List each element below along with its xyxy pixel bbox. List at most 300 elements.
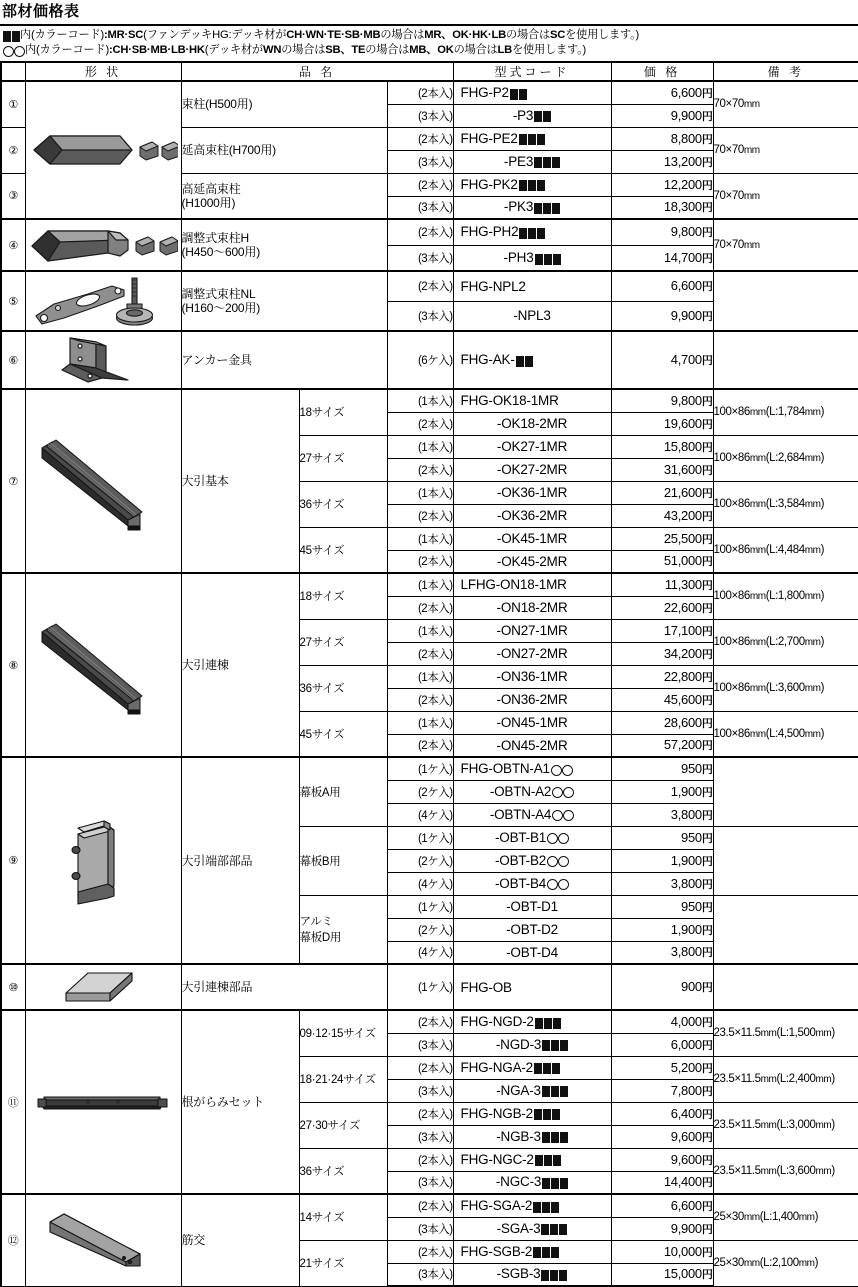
quantity-cell: (2ケ入): [387, 849, 453, 872]
price-cell: 6,000円: [611, 1033, 713, 1056]
model-code-cell: -NGD-3: [453, 1033, 611, 1056]
model-code-cell: FHG-AK-: [453, 331, 611, 389]
model-code-cell: -OK18-2MR: [453, 412, 611, 435]
product-name-cell: [181, 219, 387, 271]
model-code-cell: -OBT-D4: [453, 941, 611, 964]
size-cell: [299, 1056, 387, 1102]
price-cell: 51,000円: [611, 550, 713, 573]
size-line: 36サイズ: [299, 499, 345, 511]
model-code-cell: FHG-SGB-2: [453, 1240, 611, 1263]
model-code-cell: FHG-PE2: [453, 127, 611, 150]
remark-cell: 100×86mm(L:1,800mm): [713, 573, 858, 619]
remark-cell: 23.5×11.5mm(L:1,500mm): [713, 1010, 858, 1056]
size-line: 18·21·24サイズ: [299, 1074, 376, 1086]
model-code-cell: FHG-NGD-2: [453, 1010, 611, 1033]
remark-cell: 100×86mm(L:3,584mm): [713, 481, 858, 527]
price-cell: 17,100円: [611, 619, 713, 642]
quantity-cell: (3本入): [387, 245, 453, 271]
price-cell: 10,000円: [611, 1240, 713, 1263]
color-code-squares-icon: [534, 200, 560, 215]
product-name-cell: [181, 573, 299, 757]
product-shape-cell: [25, 757, 181, 964]
size-cell: [299, 1102, 387, 1148]
quantity-cell: (1本入): [387, 573, 453, 596]
model-code-cell: -OK45-2MR: [453, 550, 611, 573]
color-code-squares-icon: [535, 1015, 561, 1030]
remark-cell: [713, 331, 858, 389]
page-title: 部材価格表: [2, 3, 80, 20]
price-cell: 21,600円: [611, 481, 713, 504]
product-number: ⑦: [1, 389, 25, 573]
product-name-cell: [181, 173, 387, 219]
quantity-cell: (1本入): [387, 711, 453, 734]
model-code-cell: -NGC-3: [453, 1171, 611, 1194]
color-code-circles-icon: [552, 808, 574, 823]
color-code-circles-icon: [551, 762, 573, 777]
model-code-cell: FHG-SGA-2: [453, 1194, 611, 1217]
price-cell: 950円: [611, 895, 713, 918]
product-number: ⑧: [1, 573, 25, 757]
remark-cell: 100×86mm(L:3,600mm): [713, 665, 858, 711]
model-code-cell: FHG-NGB-2: [453, 1102, 611, 1125]
size-cell: [299, 1194, 387, 1240]
table-row: [1, 271, 858, 301]
remark-cell: 100×86mm(L:4,484mm): [713, 527, 858, 573]
product-shape-cell: [25, 331, 181, 389]
table-row: [1, 1194, 858, 1217]
model-code-cell: -OBT-B4: [453, 872, 611, 895]
price-cell: 6,600円: [611, 81, 713, 104]
color-code-squares-icon: [541, 1222, 567, 1237]
product-name-line: 大引基本: [181, 474, 229, 488]
color-code-circles-icon: [547, 854, 569, 869]
size-cell: [299, 573, 387, 619]
model-code-cell: FHG-NPL2: [453, 271, 611, 301]
color-code-circles-icon: [547, 877, 569, 892]
price-cell: 7,800円: [611, 1079, 713, 1102]
header-no: [1, 62, 25, 81]
model-code-cell: -ON27-2MR: [453, 642, 611, 665]
quantity-cell: (1本入): [387, 665, 453, 688]
price-cell: 4,700円: [611, 331, 713, 389]
color-code-squares-icon: [510, 86, 527, 101]
size-cell: [299, 711, 387, 757]
quantity-cell: (3本入): [387, 1125, 453, 1148]
product-shape-cell: [25, 573, 181, 757]
quantity-cell: (4ケ入): [387, 803, 453, 826]
model-code-cell: -ON27-1MR: [453, 619, 611, 642]
remark-cell: 100×86mm(L:4,500mm): [713, 711, 858, 757]
model-code-cell: -SGB-3: [453, 1263, 611, 1286]
product-number: ④: [1, 219, 25, 271]
size-cell: [299, 389, 387, 435]
quantity-cell: (3本入): [387, 104, 453, 127]
product-name-line: (H1000用): [181, 195, 236, 210]
quantity-cell: (2本入): [387, 458, 453, 481]
color-code-squares-icon: [533, 1199, 559, 1214]
price-cell: 9,800円: [611, 389, 713, 412]
size-cell: [299, 481, 387, 527]
beam-joint-illustration: [48, 965, 158, 1009]
product-number: ①: [1, 81, 25, 127]
quantity-cell: (3本入): [387, 301, 453, 331]
product-name-line: (H160～200用): [181, 301, 261, 315]
product-name-cell: [181, 331, 387, 389]
price-cell: 6,600円: [611, 271, 713, 301]
model-code-cell: -ON45-2MR: [453, 734, 611, 757]
product-shape-cell: [25, 389, 181, 573]
size-line: 27·30サイズ: [299, 1120, 361, 1132]
quantity-cell: (4ケ入): [387, 872, 453, 895]
size-cell: [299, 619, 387, 665]
quantity-cell: (2本入): [387, 1240, 453, 1263]
table-header: [1, 62, 858, 81]
product-number: ⑫: [1, 1194, 25, 1286]
header-price: 価 格: [611, 62, 713, 81]
beam-illustration: [28, 426, 178, 536]
product-number: ⑩: [1, 964, 25, 1010]
model-code-cell: FHG-PK2: [453, 173, 611, 196]
size-line: 18サイズ: [299, 591, 345, 604]
product-name-line: 高延高束柱: [181, 181, 241, 196]
table-row: [1, 81, 858, 104]
product-name-cell: [181, 1194, 299, 1286]
parts-price-table: [0, 61, 858, 1287]
price-cell: 3,800円: [611, 803, 713, 826]
price-cell: 9,900円: [611, 301, 713, 331]
size-line: 18サイズ: [299, 407, 345, 420]
product-name-cell: [181, 271, 387, 331]
price-cell: 34,200円: [611, 642, 713, 665]
remark-cell: 70×70mm: [713, 219, 858, 271]
color-code-squares-icon: [519, 225, 545, 240]
price-cell: 12,200円: [611, 173, 713, 196]
quantity-cell: (2本入): [387, 596, 453, 619]
table-row: [1, 573, 858, 596]
quantity-cell: (3本入): [387, 1033, 453, 1056]
size-line: 09·12·15サイズ: [299, 1028, 376, 1041]
post-illustration: [28, 127, 178, 173]
price-cell: 5,200円: [611, 1056, 713, 1079]
price-cell: 1,900円: [611, 780, 713, 803]
price-cell: 15,000円: [611, 1263, 713, 1286]
quantity-cell: (2本入): [387, 1010, 453, 1033]
color-code-squares-icon: [542, 1038, 568, 1053]
model-code-cell: -OK36-1MR: [453, 481, 611, 504]
note-line-circles: 内(カラーコード):CH·SB·MB·LB·HK(デッキ材がWNの場合はSB、TEの場合はMB、OKの場合はLBを使用します。): [2, 43, 858, 58]
model-code-cell: FHG-NGA-2: [453, 1056, 611, 1079]
price-cell: 3,800円: [611, 872, 713, 895]
product-name-cell: [181, 1010, 299, 1194]
table-row: [1, 389, 858, 412]
remark-cell: 25×30mm(L:1,400mm): [713, 1194, 858, 1240]
beam-end-cap-illustration: [48, 806, 158, 916]
size-cell: [299, 1148, 387, 1194]
table-body: [1, 81, 858, 1286]
product-shape-cell: [25, 1010, 181, 1194]
model-code-cell: -ON45-1MR: [453, 711, 611, 734]
quantity-cell: (1本入): [387, 619, 453, 642]
remark-cell: [713, 271, 858, 331]
price-cell: 31,600円: [611, 458, 713, 481]
quantity-cell: (3本入): [387, 1217, 453, 1240]
color-code-circles-icon: [552, 785, 574, 800]
color-code-squares-icon: [542, 1130, 568, 1145]
quantity-cell: (2本入): [387, 1102, 453, 1125]
quantity-cell: (3本入): [387, 1079, 453, 1102]
remark-cell: 100×86mm(L:2,684mm): [713, 435, 858, 481]
price-cell: 28,600円: [611, 711, 713, 734]
size-cell: [299, 665, 387, 711]
color-code-notes: [0, 28, 858, 61]
size-line: 27サイズ: [299, 453, 345, 465]
size-cell: [299, 527, 387, 573]
note-line-squares: 内(カラーコード):MR·SC(ファンデッキHG:デッキ材がCH·WN·TE·SB·MBの場合はMR、OK·HK·LBの場合はSCを使用します。): [2, 28, 858, 43]
remark-cell: 70×70mm: [713, 127, 858, 173]
quantity-cell: (2本入): [387, 550, 453, 573]
product-name-line: (H450～600用): [181, 245, 261, 259]
model-code-cell: -OBT-D1: [453, 895, 611, 918]
price-cell: 13,200円: [611, 150, 713, 173]
quantity-cell: (2本入): [387, 271, 453, 301]
quantity-cell: (4ケ入): [387, 941, 453, 964]
price-cell: 1,900円: [611, 849, 713, 872]
size-cell: [299, 895, 387, 964]
anchor-bracket-illustration: [48, 332, 158, 388]
product-shape-cell: [25, 219, 181, 271]
price-cell: 57,200円: [611, 734, 713, 757]
quantity-cell: (2本入): [387, 173, 453, 196]
adjustable-post-nl-illustration: [28, 272, 178, 330]
quantity-cell: (2本入): [387, 642, 453, 665]
size-cell: [299, 757, 387, 826]
quantity-cell: (3本入): [387, 1263, 453, 1286]
remark-cell: 23.5×11.5mm(L:3,600mm): [713, 1148, 858, 1194]
price-cell: 22,800円: [611, 665, 713, 688]
model-code-cell: -OBT-D2: [453, 918, 611, 941]
adjustable-post-illustration: [28, 220, 178, 270]
size-line: 14サイズ: [299, 1212, 345, 1225]
ground-brace-illustration: [28, 1084, 178, 1120]
price-cell: 22,600円: [611, 596, 713, 619]
quantity-cell: (3本入): [387, 150, 453, 173]
quantity-cell: (6ケ入): [387, 331, 453, 389]
remark-cell: [713, 826, 858, 895]
quantity-cell: (1本入): [387, 435, 453, 458]
product-name-line: 調整式束柱H: [181, 231, 249, 245]
price-cell: 43,200円: [611, 504, 713, 527]
model-code-cell: -ON36-2MR: [453, 688, 611, 711]
remark-cell: 70×70mm: [713, 81, 858, 127]
model-code-cell: FHG-OBTN-A1: [453, 757, 611, 780]
product-number: ⑥: [1, 331, 25, 389]
header-name: 品 名: [181, 62, 453, 81]
color-code-squares-icon: [534, 1107, 560, 1122]
model-code-cell: FHG-P2: [453, 81, 611, 104]
product-number: ⑤: [1, 271, 25, 331]
model-code-cell: FHG-OB: [453, 964, 611, 1010]
price-cell: 45,600円: [611, 688, 713, 711]
color-code-squares-icon: [534, 109, 551, 124]
price-cell: 3,800円: [611, 941, 713, 964]
remark-cell: 100×86mm(L:1,784mm): [713, 389, 858, 435]
quantity-cell: (2本入): [387, 1148, 453, 1171]
model-code-cell: -ON18-2MR: [453, 596, 611, 619]
size-line: 幕板A用: [299, 786, 341, 799]
quantity-cell: (2本入): [387, 504, 453, 527]
product-number: ⑨: [1, 757, 25, 964]
size-cell: [299, 1240, 387, 1286]
product-number: ③: [1, 173, 25, 219]
quantity-cell: (3本入): [387, 196, 453, 219]
price-cell: 4,000円: [611, 1010, 713, 1033]
quantity-cell: (2本入): [387, 688, 453, 711]
product-name-line: 大引端部部品: [181, 853, 253, 868]
price-cell: 1,900円: [611, 918, 713, 941]
product-shape-cell: [25, 1194, 181, 1286]
price-cell: 9,600円: [611, 1148, 713, 1171]
model-code-cell: -PH3: [453, 245, 611, 271]
color-code-squares-icon: [534, 1061, 560, 1076]
product-name-line: 根がらみセット: [181, 1095, 265, 1109]
quantity-cell: (1本入): [387, 389, 453, 412]
remark-cell: [713, 757, 858, 826]
color-code-squares-icon: [519, 132, 545, 147]
size-line: 36サイズ: [299, 683, 345, 695]
model-code-cell: FHG-PH2: [453, 219, 611, 245]
product-number: ②: [1, 127, 25, 173]
size-line: 幕板B用: [299, 855, 341, 868]
product-number: ⑪: [1, 1010, 25, 1194]
quantity-cell: (1ケ入): [387, 895, 453, 918]
color-code-squares-icon: [535, 1153, 561, 1168]
model-code-cell: LFHG-ON18-1MR: [453, 573, 611, 596]
product-name-line: 束柱(H500用): [181, 97, 253, 112]
quantity-cell: (1本入): [387, 481, 453, 504]
quantity-cell: (2本入): [387, 1194, 453, 1217]
model-code-cell: -OBT-B2: [453, 849, 611, 872]
model-code-cell: FHG-OK18-1MR: [453, 389, 611, 412]
size-line: 45サイズ: [299, 544, 345, 557]
table-row: [1, 331, 858, 389]
header-remark: 備 考: [713, 62, 858, 81]
price-cell: 14,400円: [611, 1171, 713, 1194]
product-name-line: 筋交: [181, 1233, 206, 1248]
product-name-cell: [181, 81, 387, 127]
remark-cell: [713, 895, 858, 964]
quantity-cell: (1ケ入): [387, 826, 453, 849]
quantity-cell: (3本入): [387, 1171, 453, 1194]
quantity-cell: (2本入): [387, 127, 453, 150]
remark-cell: 25×30mm(L:2,100mm): [713, 1240, 858, 1286]
price-cell: 6,400円: [611, 1102, 713, 1125]
open-circles-icon: [3, 44, 25, 58]
size-line: 21サイズ: [299, 1258, 345, 1270]
remark-cell: 100×86mm(L:2,700mm): [713, 619, 858, 665]
price-cell: 9,900円: [611, 104, 713, 127]
product-name-line: 大引連棟部品: [181, 980, 253, 994]
color-code-squares-icon: [542, 1084, 568, 1099]
price-cell: 15,800円: [611, 435, 713, 458]
price-cell: 18,300円: [611, 196, 713, 219]
price-cell: 900円: [611, 964, 713, 1010]
table-row: [1, 1010, 858, 1033]
model-code-cell: -OK27-2MR: [453, 458, 611, 481]
product-shape-cell: [25, 271, 181, 331]
product-name-cell: [181, 757, 299, 964]
quantity-cell: (2ケ入): [387, 780, 453, 803]
price-cell: 14,700円: [611, 245, 713, 271]
filled-squares-icon: [3, 29, 20, 43]
quantity-cell: (2本入): [387, 81, 453, 104]
model-code-cell: -OK45-1MR: [453, 527, 611, 550]
model-code-cell: -PE3: [453, 150, 611, 173]
model-code-cell: -PK3: [453, 196, 611, 219]
price-cell: 11,300円: [611, 573, 713, 596]
model-code-cell: -ON36-1MR: [453, 665, 611, 688]
color-code-squares-icon: [535, 251, 561, 266]
remark-cell: 70×70mm: [713, 173, 858, 219]
price-cell: 9,600円: [611, 1125, 713, 1148]
title-divider: [0, 24, 858, 26]
model-code-cell: -OK27-1MR: [453, 435, 611, 458]
quantity-cell: (2本入): [387, 412, 453, 435]
product-name-line: 調整式束柱NL: [181, 287, 256, 301]
color-code-squares-icon: [533, 1245, 559, 1260]
product-shape-cell: [25, 964, 181, 1010]
color-code-squares-icon: [541, 1267, 567, 1282]
quantity-cell: (2本入): [387, 219, 453, 245]
table-row: [1, 964, 858, 1010]
product-name-cell: [181, 964, 387, 1010]
model-code-cell: -OBTN-A4: [453, 803, 611, 826]
size-line: 幕板D用: [299, 932, 342, 945]
price-cell: 9,800円: [611, 219, 713, 245]
quantity-cell: (1本入): [387, 527, 453, 550]
color-code-squares-icon: [534, 155, 560, 170]
color-code-squares-icon: [542, 1175, 568, 1190]
color-code-squares-icon: [516, 353, 533, 368]
diagonal-brace-illustration: [28, 1204, 178, 1276]
quantity-cell: (1ケ入): [387, 757, 453, 780]
model-code-cell: FHG-NGC-2: [453, 1148, 611, 1171]
price-cell: 950円: [611, 757, 713, 780]
product-name-line: アンカー金具: [181, 353, 252, 367]
size-cell: [299, 1010, 387, 1056]
price-cell: 9,900円: [611, 1217, 713, 1240]
remark-cell: 23.5×11.5mm(L:2,400mm): [713, 1056, 858, 1102]
model-code-cell: -SGA-3: [453, 1217, 611, 1240]
size-cell: [299, 826, 387, 895]
quantity-cell: (2本入): [387, 734, 453, 757]
model-code-cell: -OK36-2MR: [453, 504, 611, 527]
color-code-squares-icon: [519, 178, 545, 193]
header-code: 型式コード: [453, 62, 611, 81]
size-line: アルミ: [299, 916, 333, 929]
product-name-cell: [181, 389, 299, 573]
table-row: [1, 757, 858, 780]
product-shape-cell: [25, 81, 181, 219]
size-line: 27サイズ: [299, 637, 345, 649]
model-code-cell: -NGA-3: [453, 1079, 611, 1102]
model-code-cell: -NPL3: [453, 301, 611, 331]
price-cell: 25,500円: [611, 527, 713, 550]
quantity-cell: (2ケ入): [387, 918, 453, 941]
color-code-circles-icon: [547, 831, 569, 846]
price-cell: 19,600円: [611, 412, 713, 435]
remark-cell: [713, 964, 858, 1010]
table-row: [1, 219, 858, 245]
